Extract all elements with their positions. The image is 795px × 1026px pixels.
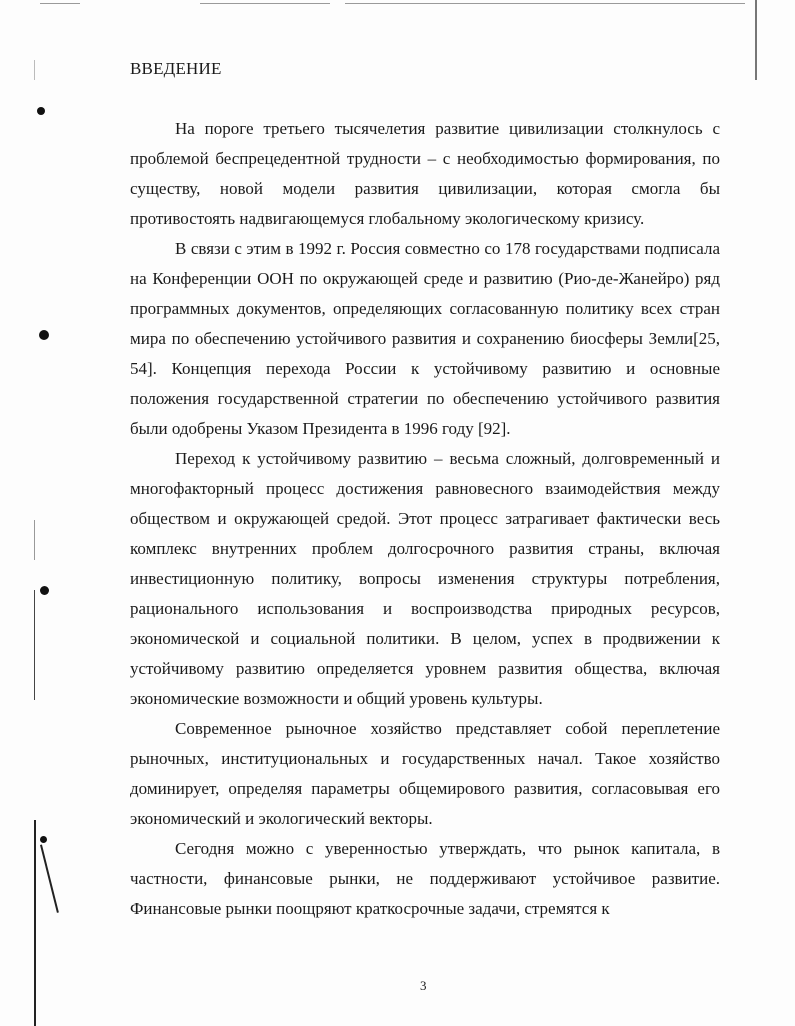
scan-artifact-edge — [34, 820, 36, 1026]
binder-hole-dot — [37, 107, 45, 115]
binder-hole-dot — [40, 836, 47, 843]
paragraph: В связи с этим в 1992 г. Россия совместно со 178 государствами подписала на Конференции ООН по окружающей среде и развитию (Рио-де-Жанейро) ряд программных документов, определяющих согласованную политику всех стран мира по обеспечению устойчивого развития и сохранению биосферы Земли[25, 54]. Концепция перехода России к устойчивому развитию и основные положения государственной стратегии по обеспечению устойчивого развития были одобрены Указом Президента в 1996 году [92]. — [130, 239, 720, 438]
scan-artifact-line — [40, 3, 80, 4]
body-text — [130, 114, 720, 924]
binder-hole-dot — [40, 586, 49, 595]
scan-artifact-edge — [755, 0, 757, 80]
paragraph: Переход к устойчивому развитию – весьма сложный, долговременный и многофакторный процесс достижения равновесного взаимодействия между обществом и окружающей средой. Этот процесс затрагивает фактически весь комплекс внутренних проблем долгосрочного развития страны, включая инвестиционную политику, вопросы изменения структуры потребления, рационального использования и воспроизводства природных ресурсов, экономической и социальной политики. В целом, успех в продвижении к устойчивому развитию определяется уровнем развития общества, включая экономические возможности и общий уровень культуры. — [130, 449, 720, 708]
binder-hole-dot — [39, 330, 49, 340]
scan-artifact-edge — [34, 60, 35, 80]
paragraph: На пороге третьего тысячелетия развитие цивилизации столкнулось с проблемой беспрецедентной трудности – с необходимостью формирования, по существу, новой модели развития цивилизации, которая смогла бы противостоять надвигающемуся глобальному экологическому кризису. — [130, 119, 720, 228]
scan-artifact-line — [200, 3, 330, 4]
section-heading: ВВЕДЕНИЕ — [130, 59, 222, 78]
scan-artifact-mark — [40, 845, 59, 913]
scan-artifact-line — [345, 3, 745, 4]
paragraph: Сегодня можно с уверенностью утверждать, что рынок капитала, в частности, финансовые рынки, не поддерживают устойчивое развитие. Финансовые рынки поощряют краткосрочные задачи, стремятся к — [130, 839, 720, 918]
paragraph: Современное рыночное хозяйство представляет собой переплетение рыночных, институциональных и государственных начал. Такое хозяйство доминирует, определяя параметры общемирового развития, согласовывая его экономический и экологический векторы. — [130, 719, 720, 828]
scan-artifact-edge — [34, 520, 35, 560]
page-number: 3 — [420, 978, 427, 993]
scan-artifact-edge — [34, 590, 35, 700]
